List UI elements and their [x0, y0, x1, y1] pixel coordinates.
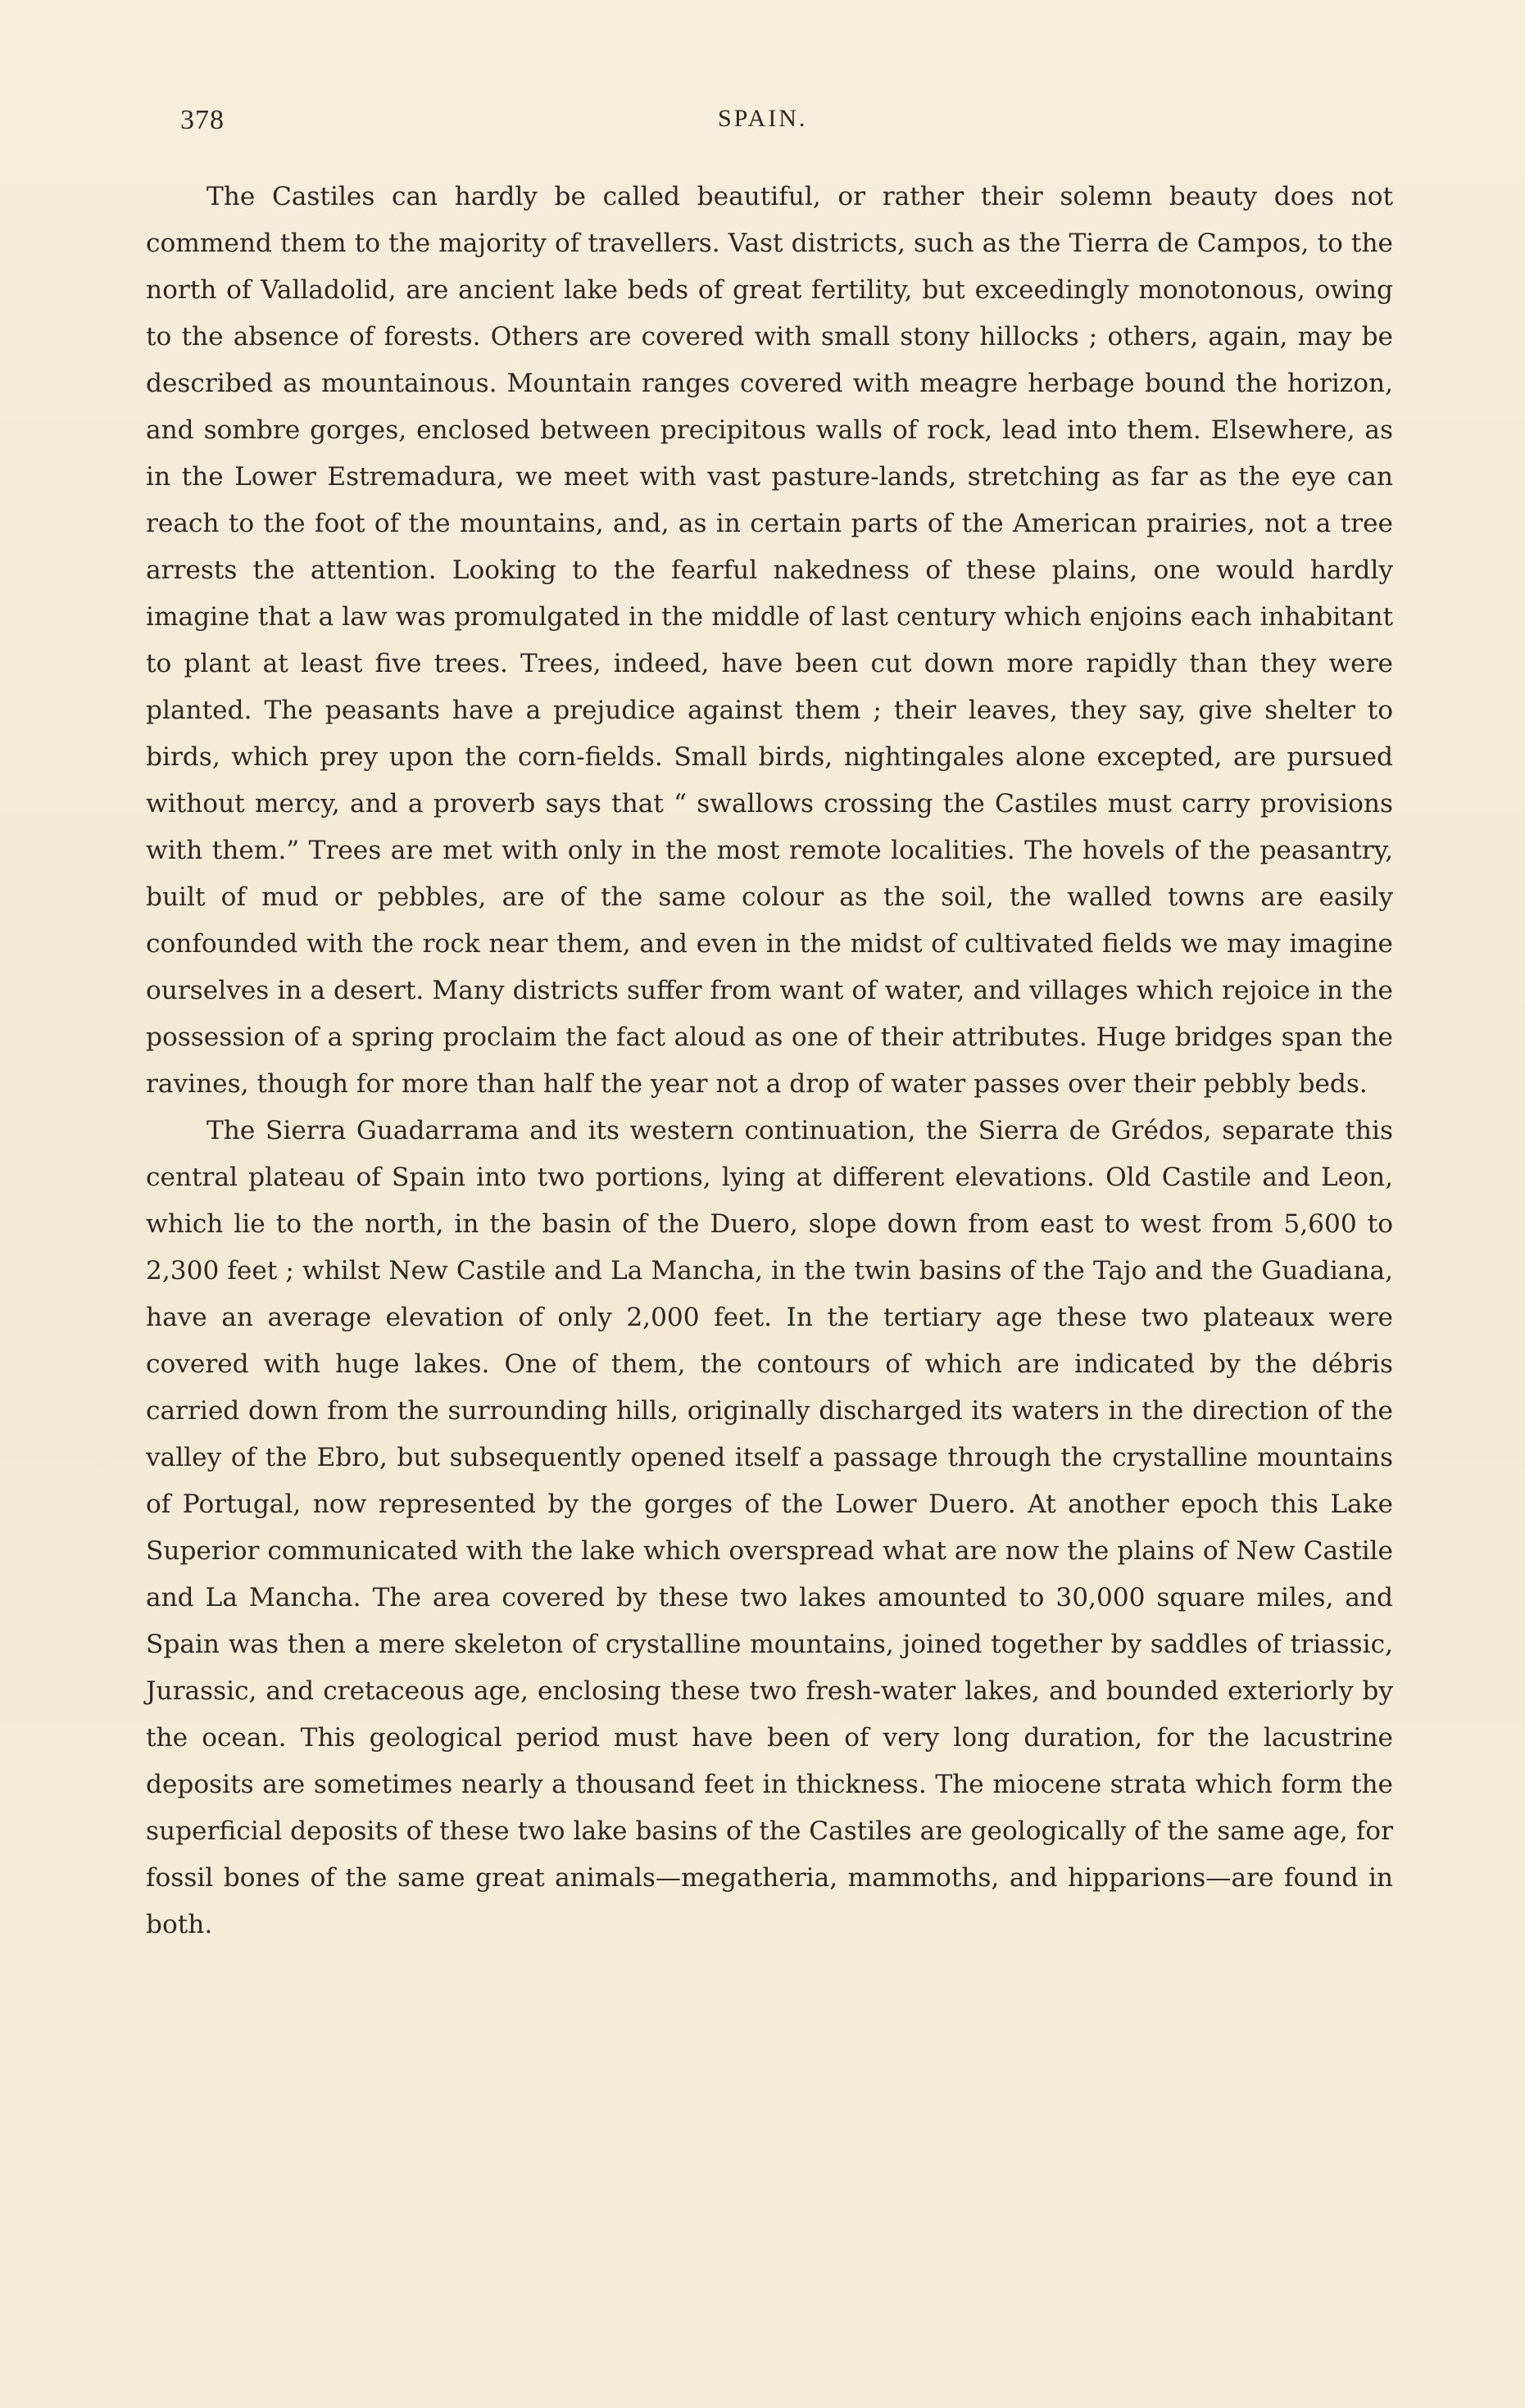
page-number: 378: [180, 105, 225, 135]
running-title: SPAIN.: [718, 105, 808, 132]
paragraph: The Castiles can hardly be called beautiful, or rather their solemn beauty does not commend them to the majority of travellers. Vast districts, such as the Tierra de Campos, to the north of Valladolid, are ancient lake beds of great fertility, but exceedingly monotonous, owing to the absence of forests. Others are covered with small stony hillocks ; others, again, may be described as mountainous. Mountain ranges covered with meagre herbage bound the horizon, and sombre gorges, enclosed between precipitous walls of rock, lead into them. Elsewhere, as in the Lower Estremadura, we meet with vast pasture-lands, stretching as far as the eye can reach to the foot of the mountains, and, as in certain parts of the American prairies, not a tree arrests the attention. Looking to the fearful nakedness of these plains, one would hardly imagine that a law was promulgated in the middle of last century which enjoins each inhabitant to plant at least five trees. Trees, indeed, have been cut down more rapidly than they were planted. The peasants have a prejudice against them ; their leaves, they say, give shelter to birds, which prey upon the corn-fields. Small birds, nightingales alone excepted, are pursued without mercy, and a proverb says that “ swallows crossing the Castiles must carry provisions with them.” Trees are met with only in the most remote localities. The hovels of the peasantry, built of mud or pebbles, are of the same colour as the soil, the walled towns are easily confounded with the rock near them, and even in the midst of cultivated fields we may imagine ourselves in a desert. Many districts suffer from want of water, and villages which rejoice in the possession of a spring proclaim the fact aloud as one of their attributes. Huge bridges span the ravines, though for more than half the year not a drop of water passes over their pebbly beds.: [146, 182, 1393, 1099]
paragraph: The Sierra Guadarrama and its western continuation, the Sierra de Grédos, separate this central plateau of Spain into two portions, lying at different elevations. Old Castile and Leon, which lie to the north, in the basin of the Duero, slope down from east to west from 5,600 to 2,300 feet ; whilst New Castile and La Mancha, in the twin basins of the Tajo and the Guadiana, have an average elevation of only 2,000 feet. In the tertiary age these two plateaux were covered with huge lakes. One of them, the contours of which are indicated by the débris carried down from the surrounding hills, originally discharged its waters in the direction of the valley of the Ebro, but subsequently opened itself a passage through the crystalline mountains of Portugal, now represented by the gorges of the Lower Duero. At another epoch this Lake Superior communicated with the lake which overspread what are now the plains of New Castile and La Mancha. The area covered by these two lakes amounted to 30,000 square miles, and Spain was then a mere skeleton of crystalline mountains, joined together by saddles of triassic, Jurassic, and cretaceous age, enclosing these two fresh-water lakes, and bounded exteriorly by the ocean. This geological period must have been of very long duration, for the lacustrine deposits are sometimes nearly a thousand feet in thickness. The miocene strata which form the superficial deposits of these two lake basins of the Castiles are geologically of the same age, for fossil bones of the same great animals—megatheria, mammoths, and hipparions—are found in both.: [146, 1116, 1393, 1939]
page-header: [0, 105, 1525, 154]
body-text: [146, 174, 1393, 1948]
